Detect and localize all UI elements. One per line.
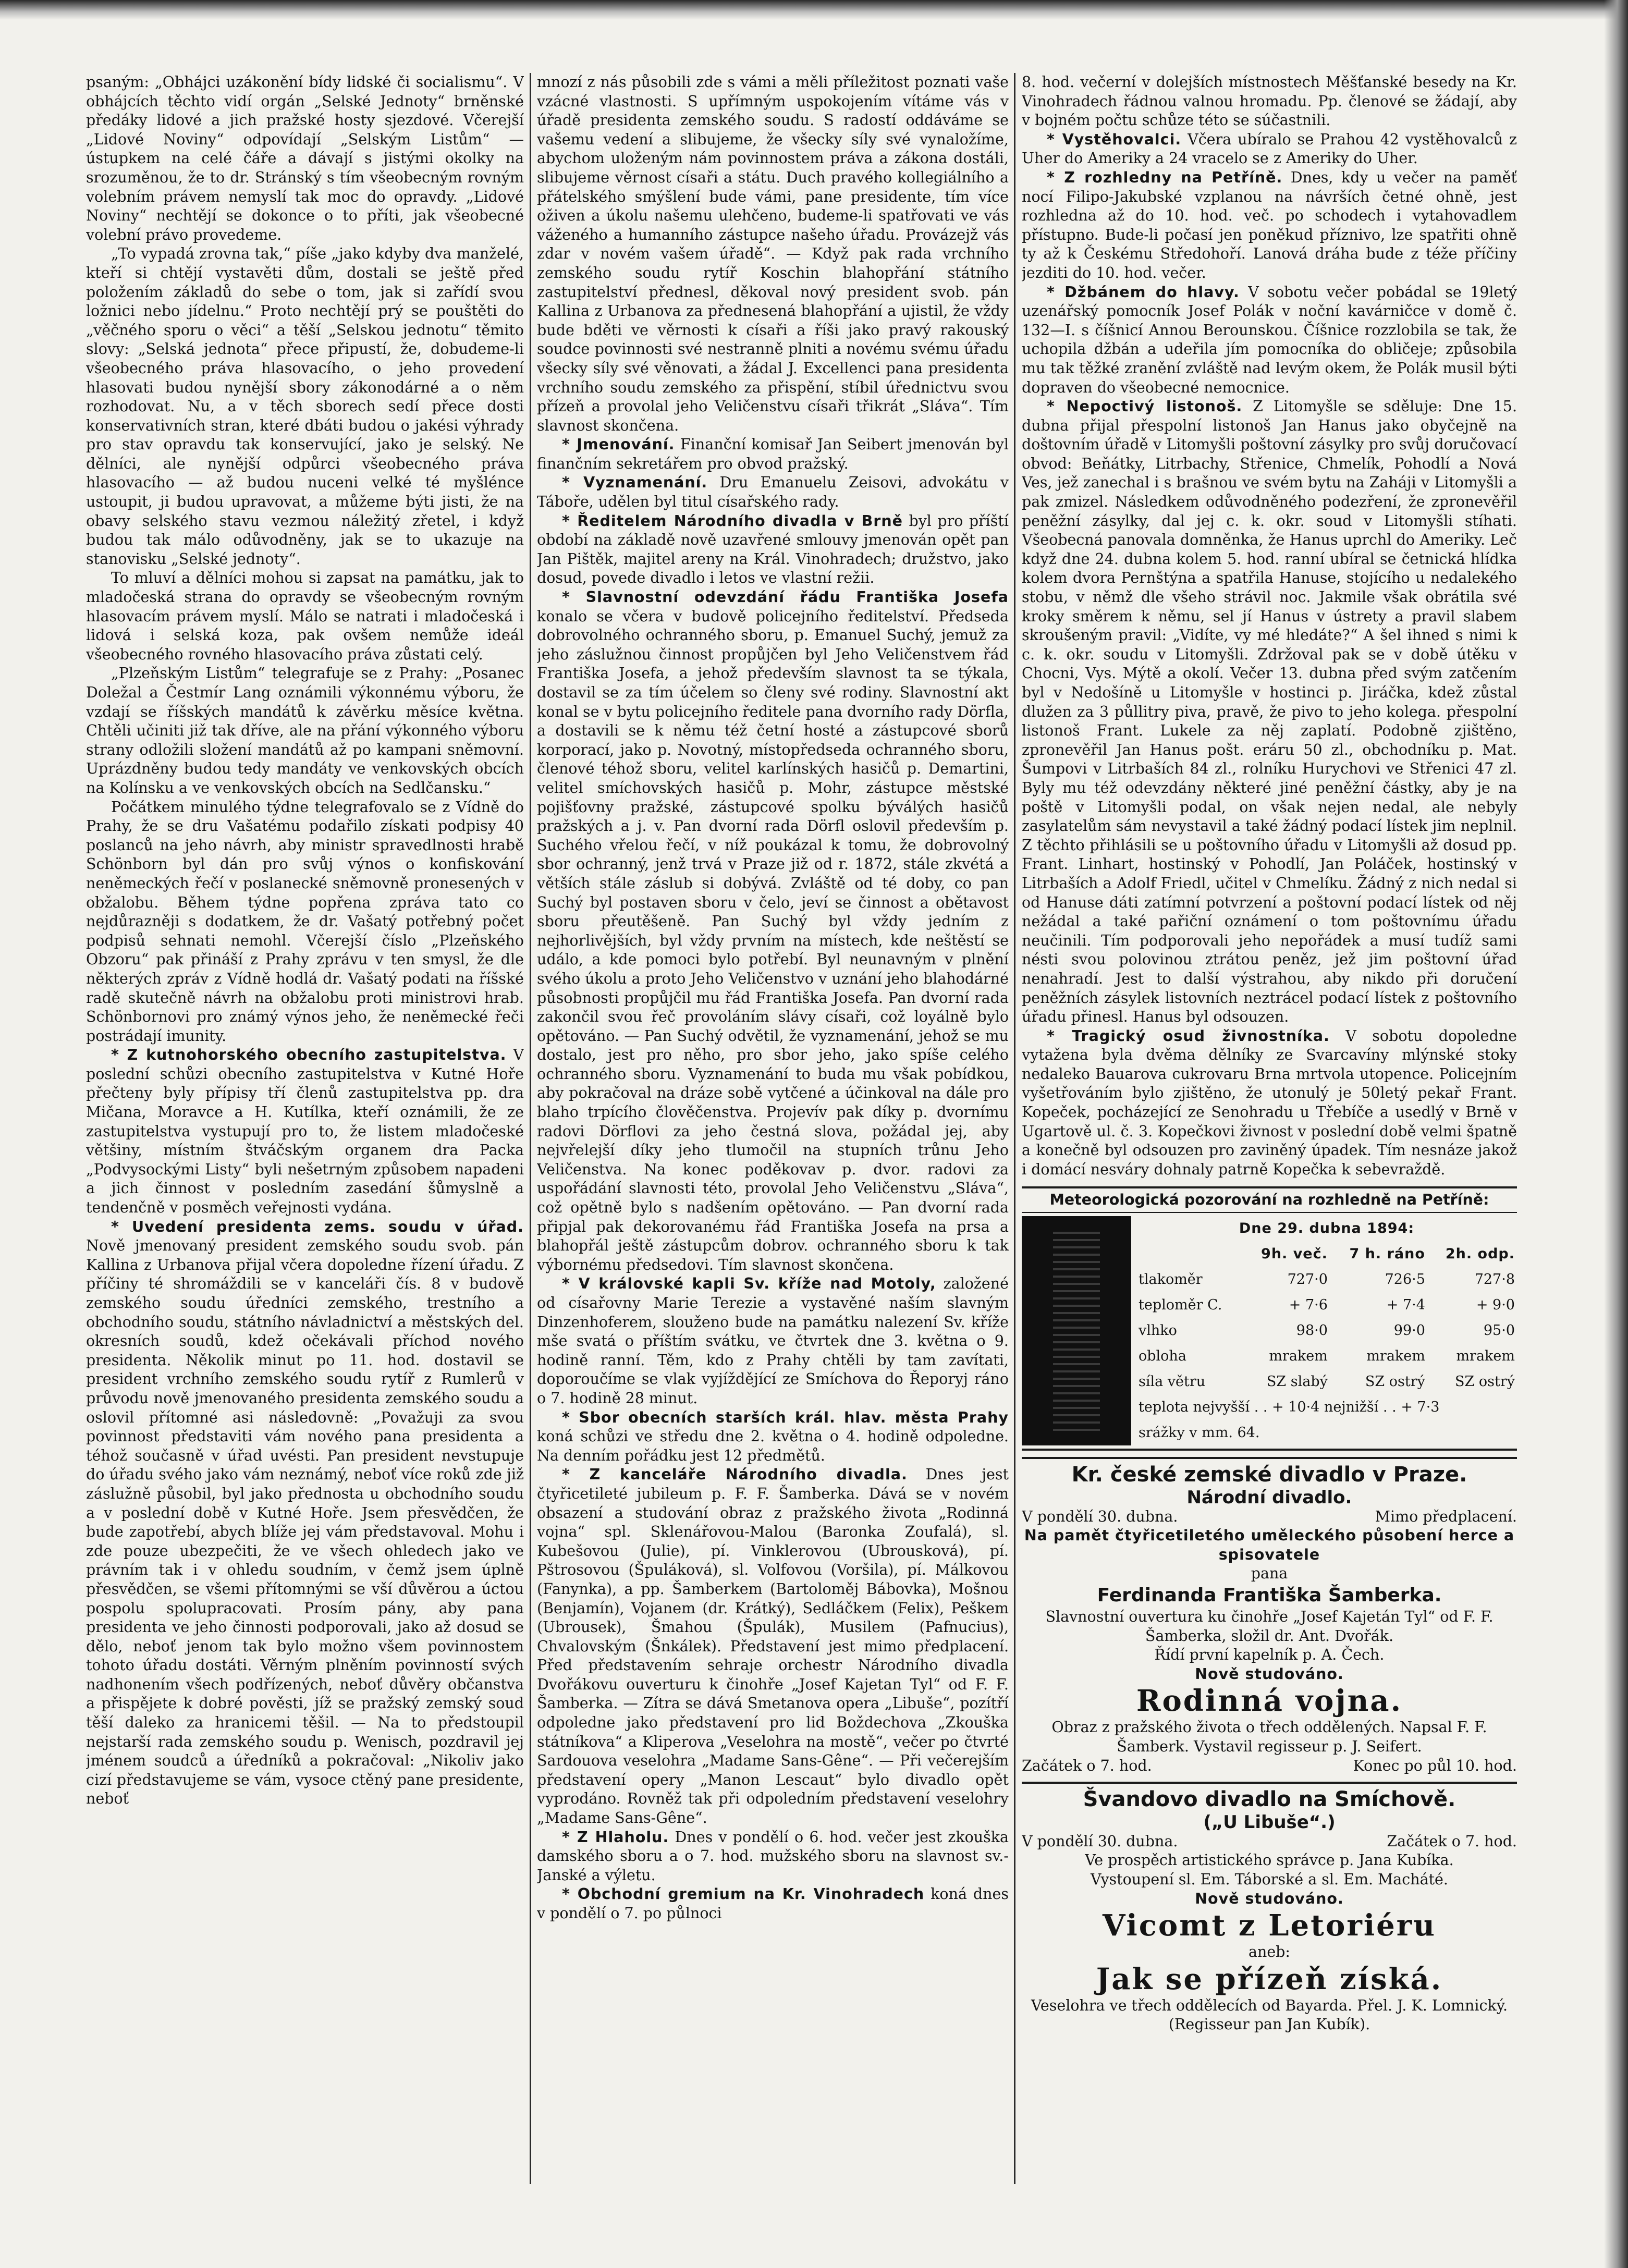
programme-line: Na pamět čtyřicetiletého uměleckého působení herce a spisovatele: [1024, 1527, 1515, 1563]
news-text: Včera ubíralo se Prahou 42 vystěhovalců z Uher do Ameriky a 24 vracelo se z Ameriky do Uher.: [1022, 130, 1517, 167]
theatre-name: Kr. české zemské divadlo v Praze.: [1022, 1457, 1517, 1488]
meteo-col-header: 9h. več.: [1261, 1246, 1328, 1262]
column-rule-2: [1014, 73, 1015, 2184]
programme-line: Obraz z pražského života o třech oddělených. Napsal F. F. Šamberk. Vystavil regisseur p. J. Seifert.: [1051, 1719, 1487, 1755]
programme-line: Veselohra ve třech oddělecích od Bayarda. Přel. J. K. Lomnický. (Regisseur pan Jan Kubík).: [1031, 1996, 1508, 2033]
news-headline: * Jmenování.: [562, 436, 675, 453]
news-text: koná dnes v pondělí o 7. po půlnoci: [537, 1885, 1009, 1922]
article-text: „To vypadá zrovna tak,“ píše „jako kdyby dva manželé, kteří si chtějí vystavěti dům, dostali se ještě před položením základů do sebe o tom, jak si zařídí svou ložnici nebo jídelnu.“ Proto nechtějí prý se pouštěti do „věčného sporu o věci“ a těší „Selskou jednotu“ těmito slovy: „Selská jednota“ přece připustí, že, dobudeme-li všeobecného práva hlasovacího, o jeho provedení hlasovati budou nynější sbory zákonodárné a o něm rozhodovat. Nu, a v těch sborech sedí přece dosti konservativních stran, které dbáti budou o jakési výhrady pro stav opravdu tak konservující, jako je selský. Ne dělníci, ale nynější odpůrci všeobecného práva hlasovacího — až budou nuceni velké té myšlénce ustoupit, ji budou upravovat, a můžeme býti jisti, že na obavy selského stavu vezmou náležitý zřetel, i když budou tak málo odůvodněny, jak se to ukazuje na stanovisku „Selské jednoty“.: [86, 245, 524, 568]
news-headline: * Tragický osud živnostníka.: [1047, 1027, 1330, 1045]
news-text: V sobotu večer pobádal se 19letý uzenářský pomocník Josef Polák v noční kavárničce v domě č. 132—I. s číšnicí Annou Berounskou. Číšnice rozzlobila se tak, že uchopila džbán a udeřila jím pomocníka do obličeje; způsobila mu tak těžké zranění zvláště nad levým okem, že Polák musil býti dopraven do všeobecné nemocnice.: [1022, 283, 1517, 396]
article-text: mnozí z nás působili zde s vámi a měli příležitost poznati vaše vzácné vlastnosti. S upřímným uspokojením vítáme vás v úřadě presidenta zemského soudu. S radostí oddáváme se vašemu vedení a slibujeme, že všecky síly své vynaložíme, abychom uloženým nám povinnostem práva a zákona dostáli, slibujeme věrnost císaři a státu. Duch pravého kollegiálního a přátelského smýšlení bude vámi, pane presidente, tím více oživen a úkolu našemu ulehčeno, budeme-li spatřovati ve vás váženého a humanního zástupce našeho úřadu. Provázejž vás zdar v novém vašem úřadě“. — Když pak rada vrchního zemského soudu rytíř Koschin blahopřání státního zastupitelství přednesl, děkoval nový president svob. pán Kallina z Urbanova za přednesená blahopřání a ujistil, že vždy bude bděti ve věrnosti k císaři a říši jako pravý rakouský soudce povinnosti své nestranně plniti a novému svému úřadu všecky síly své věnovati, a žádal J. Excellenci pana presidenta vrchního soudu zemského za přispění, stíbil úřednictvu svou přízeň a provolal jeho Veličenstvu císaři třikrát „Sláva“. Tím slavnost skončena.: [537, 73, 1009, 434]
news-item: [1022, 397, 1517, 1027]
news-text: V sobotu dopoledne vytažena byla dvěma dělníky ze Svarcavíny mlýnské stoky nedaleko Bauarova cukrovaru Brna mrtvola utopence. Policejním vyšetřováním bylo zjištěno, že utonulý je 50letý pekař Frant. Kopeček, pocházející ze Senohradu u Třebíče a usedlý v Brně v Ugartově ul. č. 3. Kopečkovi živnost v poslední době velmi špatně a konečně byl odsouzen pro zaviněný úpadek. Tím nesnáze jakož i domácí nesváry dohnaly patrně Kopečka k sebevraždě.: [1022, 1027, 1517, 1178]
news-text: Dnes, kdy u večer na paměť nocí Filipo-Jakubské vzplanou na návrších četné ohně, jest rozhledna až do 10. hod. več. po schodech i vytahovadlem přístupno. Bude-li počasí jen poněkud příznivo, lze spatřiti ohně ty až k Českému Středohoří. Lanová dráha bude z téže příčiny jezditi do 10. hod. večer.: [1022, 168, 1517, 281]
news-headline: * Z Hlaholu.: [562, 1828, 669, 1846]
end-time: Konec po půl 10. hod.: [1353, 1757, 1517, 1774]
column-1: [86, 73, 524, 2179]
performance-times: [1022, 1757, 1517, 1776]
performance-date-row: [1022, 1507, 1517, 1527]
news-item: [537, 473, 1009, 511]
news-headline: * Džbánem do hlavy.: [1047, 283, 1240, 301]
news-headline: * Z kutnohorského obecního zastupitelstva.: [111, 1046, 507, 1064]
news-headline: * Z rozhledny na Petříně.: [1047, 168, 1283, 186]
play-title: Rodinná vojna.: [1136, 1684, 1403, 1719]
programme-line: Nově studováno.: [1195, 1665, 1344, 1683]
divider: [1022, 1449, 1517, 1451]
article-text: „Plzeňským Listům“ telegrafuje se z Prahy: „Posanec Doležal a Čestmír Lang oznámili výkonnému výboru, že vzdají se říšských mandátů k závěrku měsíce května. Chtěli učiniti již tak dříve, ale na přání výkonného výboru strany odložili složení mandátů až po kampani sněmovní. Uprázdněny budou tedy mandáty ve venkovských obcích na Kolínsku a ve venkovských obcích na Sedlčansku.“: [86, 665, 524, 796]
news-text: Finanční komisař Jan Seibert jmenován byl finančním sekretářem pro obvod pražský.: [537, 436, 1009, 472]
news-item: [537, 512, 1009, 588]
news-headline: * Obchodní gremium na Kr. Vinohradech: [562, 1885, 925, 1903]
programme-line: Vystoupení sl. Em. Táborské a sl. Em. Macháté.: [1091, 1870, 1448, 1888]
news-headline: * Uvedení presidenta zems. soudu v úřad.: [111, 1218, 524, 1235]
news-item: [537, 1274, 1009, 1408]
news-headline: * Vystěhovalci.: [1047, 130, 1182, 148]
start-time: Začátek o 7. hod.: [1387, 1832, 1517, 1850]
news-item: [537, 1465, 1009, 1828]
news-headline: * V královské kapli Sv. kříže nad Motoly,: [562, 1275, 936, 1293]
column-2: [537, 73, 1009, 2179]
news-item: [537, 1408, 1009, 1466]
table-row: obloha mrakem mrakem mrakem: [1139, 1347, 1515, 1364]
news-headline: * Vyznamenání.: [562, 474, 708, 492]
scan-edge-top: [0, 0, 1628, 20]
article-text: 8. hod. večerní v dolejších místnostech Měšťanské besedy na Kr. Vinohradech řádnou valnou hromadu. Pp. členové se žádají, aby v bojném počtu schůze této se súčastnili.: [1022, 73, 1517, 129]
news-text: byl pro příští období na základě nově uzavřené smlouvy jmenován opět pan Jan Pištěk, majitel areny na Král. Vinohradech; družstvo, jako dosud, povede divadlo i letos ve vlastní režii.: [537, 512, 1009, 587]
news-item: [1022, 283, 1517, 398]
programme-line: Slavnostní ouvertura ku činohře „Josef Kajetán Tyl“ od F. F. Šamberka, složil dr. Ant. Dvořák.: [1045, 1608, 1494, 1645]
performance-date: V pondělí 30. dubna.: [1022, 1507, 1178, 1525]
scan-edge-right: [1604, 0, 1628, 2268]
subscription-note: Mimo předplacení.: [1375, 1507, 1517, 1525]
news-item: [537, 435, 1009, 473]
article-text: Počátkem minulého týdne telegrafovalo se z Vídně do Prahy, že se dru Vašatému podařilo získati podpisy 40 poslanců na jeho návrh, aby ministr spravedlnosti hrabě Schönborn byl dán pro svůj výnos o konfiskování neněmeckých řečí v poslanecké sněmovně pronesených v obžalobu. Během týdne popřena zpráva tato co nejdůrazněji s dodatkem, že dr. Vašatý potřebný počet podpisů sehnati nemohl. Včerejší číslo „Plzeňského Obzoru“ pak přináší z Prahy zprávu v ten smysl, že dle některých zpráv z Vídně hodlá dr. Vašatý podati na říšské radě skutečně návrh na obžalobu proti ministrovi hrab. Schönbornovi pro známý výnos jeho, že neněmecké řeči postrádají imunity.: [86, 798, 524, 1045]
news-text: Dnes v pondělí o 6. hod. večer jest zkouška damského sboru a o 7. hod. mužského sboru na slavnost sv.-Janské a výletu.: [537, 1828, 1009, 1884]
news-headline: * Ředitelem Národního divadla v Brně: [562, 512, 903, 530]
play-subtitle: Jak se přízeň získá.: [1096, 1961, 1443, 1996]
news-item: [1022, 1027, 1517, 1180]
theatre-subtitle: Národní divadlo.: [1186, 1487, 1352, 1509]
meteo-box: [1022, 1216, 1517, 1445]
news-headline: * Sbor obecních starších král. hlav. města Prahy: [562, 1408, 1009, 1426]
news-text: Z Litomyšle se sděluje: Dne 15. dubna přijal přespolní listonoš Jan Hanus jako obyčejně na doštovním úřadě v Litomyšli poštovní zásylky pro svůj doručovací obvod: Beňátky, Litrbachy, Střenice, Chmelík, Pohodlí a Nová Ves, jež zanechal i s brašnou ve svém bytu na Zaháji v Litomyšli a pak zmizel. Následkem odůvodněného podezření, že zpronevěřil peněžní zásylky, dal jej c. k. okr. soud v Litomyšli stíhati. Všeobecná panovala domněnka, že Hanus uprchl do Ameriky. Leč když dne 24. dubna kolem 5. hod. ranní ubíral se četnická hlídka kolem dvora Pernštýna a spatřila Hanuse, stojícího u nedalekého stobu, v němž dle všeho strávil noc. Jakmile však obrátila své kroky směrem k němu, sel jí Hanus v ústrety a pravil slabem skroušeným pravil: „Vidíte, vy mé hledáte?“ A šel ihned s nimi k c. k. okr. soudu v Litomyšli. Zdržoval pak se v době útěku v Chocni, Vys. Mýtě a okolí. Večer 13. dubna před svým zatčením byl v Nedošíně u Litomyšle v hostinci p. Jiráčka, kdež zůstal dlužen za 3 půllitry piva, pravě, že pivo to jeho kolega. přespolní listonoš Frant. Lukele za něj zaplatí. Podobně zjištěno, zpronevěřil Jan Hanus pošt. eráru 50 zl., obchodníku p. Mat. Šumpovi v Litrbaších 84 zl., rolníku Hurychovi ve Střenici 47 zl. Byly mu též odevzdány některé jiné peněžní částky, aby je na poště v Litomyšli podal, on však nejen nedal, ale nebyly zasylatelům sám nevystavil a také žádný podací lístek jim neplnil. Z těchto přihlásili se u poštovního úřadu v Litomyšli až dosud pp. Frant. Linhart, hostinský v Pohodlí, Jan Poláček, hostinský v Litrbaších a Adolf Friedl, učitel v Chmelíku. Žádný z nich nedal si od Hanuse dáti zatímní potvrzení a poštovní podací lístek od něj nežádal a také pařiční oznámení o tom poštovnímu úřadu neučinili. Tím podporovali jeho nepořádek a musí tudíž sami nésti svou polovinou ztrátou peněz, jež jim poštovní úřad nenahradí. Jest to další výstrahou, aby nikdo při doručení peněžních zásylek listovních neztrácel podací lístek z poštovního úřadu přinesl. Hanus byl odsouzen.: [1022, 398, 1517, 1026]
news-item: [537, 1885, 1009, 1923]
news-headline: * Z kanceláře Národního divadla.: [562, 1466, 908, 1484]
meteo-date: Dne 29. dubna 1894:: [1239, 1220, 1415, 1237]
petrin-tower-illustration: [1022, 1216, 1131, 1445]
programme-line: aneb:: [1248, 1943, 1291, 1961]
theatre-name: Švandovo divadlo na Smíchově.: [1022, 1782, 1517, 1813]
news-text: Dnes jest čtyřicetileté jubileum p. F. F. Šamberka. Dává se v novém obsazení a studování obraz z pražského života „Rodinná vojna“ spl. Sklenářovou-Malou (Baronka Zoufalá), sl. Kubešovou (Julie), pí. Vinklerovou (Ubrousková), pí. Pštrosovou (Špuláková), sl. Volfovou (Voršila), pí. Málkovou (Fanynka), a pp. Šamberkem (Bartoloměj Bábovka), Mošnou (Benjamín), Vojanem (dr. Krátký), Sedláčkem (Felix), Peškem (Ubrousek), Šmahou (Špulák), Musilem (Pafnucius), Chvalovským (Šnkálek). Představení jest mimo předplacení. Před představením sehraje orchestr Národního divadla Dvořákovu ouverturu k činohře „Josef Kajetan Tyl“ od F. F. Šamberka. — Zítra se dává Smetanova opera „Libuše“, pozítří odpoledne jako představení pro lid Boždechova „Zkouška státníkova“ a Kliperova „Veselohra na mostě“, večer po čtvrté Sardouova veselohra „Madame Sans-Gêne“. — Při večerejším představení opery „Manon Lescaut“ bylo divadlo opět vyprodáno. Rovněž tak při odpoledním představení veselohry „Madame Sans-Gêne“.: [537, 1466, 1009, 1827]
news-text: Dru Emanuelu Zeisovi, advokátu v Táboře, udělen byl titul císařského rady.: [537, 474, 1009, 511]
programme-line: pana: [1251, 1565, 1288, 1583]
column-3: [1022, 73, 1517, 2200]
news-text: koná schůzi ve středu dne 2. května o 4. hodině odpoledne. Na denním pořádku jest 12 předmětů.: [537, 1428, 1009, 1464]
table-row: teploměr C. + 7·6 + 7·4 + 9·0: [1139, 1297, 1515, 1314]
news-text: konalo se včera v budově policejního ředitelství. Předseda dobrovolného ochranného sboru, p. Emanuel Suchý, jemuž za jeho záslužnou činnost propůjčen byl Jeho Veličenstvem řád Františka Josefa, a jehož především slavnost ta se týkala, dostavil se za tím účelem so členy své rodiny. Slavnostní akt konal se v bytu policejního ředitele pana dvorního rady Dörfla, a dostavili se k němu též četní hosté a zástupcové sborů korporací, jako p. Novotný, místopředseda ochranného sboru, členové téhož sboru, velitel karlínských hasičů p. Demartini, velitel smíchovských hasičů p. Mohr, zástupce městské pojišťovny pražské, zástupcové spolku býválých hasičů pražských a j. v. Pan dvorní rada Dörfl oslovil především p. Suchého vřelou řečí, v níž poukázal k tomu, že dobrovolný sbor ochranný, jenž trvá v Praze již od r. 1872, stále zkvétá a větších stále záslub si dobývá. Zvláště od té doby, co pan Suchý byl postaven sboru v čelo, jeví se činnost a obětavost sboru přeutěšeně. Pan Suchý byl vždy jedním z nejhorlivějších, byl vždy prvním na místech, kde neštěstí se událo, a kde pomoci bylo potřebí. Byl neunavným v plnění svého úkolu a proto Jeho Veličenstvo v uznání jeho blahodárné působnosti propůjčil mu řád Františka Josefa. Pan dvorní rada zakončil svou řeč provoláním slávy císaři, což loyálně bylo opětováno. — Pan Suchý odvětil, že vyznamenání, jehož se mu dostalo, jest pro něho, pro sbor jeho, jako spíše celého ochranného sboru. Vyznamenání to buda mu však pobídkou, aby pokračoval na dráze sobě vytčené a účinkoval na dále pro blaho trpícího člověčenstva. Projevív pak díky p. dvornímu radovi Dörflovi za jeho čestná slova, požádal jej, aby nejvřelejší díky jeho tlumočil na stupních trůnu Jeho Veličenstva. Na konec poděkovav p. dvor. radovi za uspořádání slavnosti této, provolal Jeho Veličenstvu „Sláva“, což opětně bylo s nadšením opětováno. — Pan dvorní rada připjal pak dekorovanému řád Františka Josefa na prsa a blahopřál ještě zástupcům dobrov. ochranného sboru k tak výbornému předsedovi. Tím slavnost skončena.: [537, 607, 1009, 1273]
news-headline: * Nepoctivý listonoš.: [1047, 398, 1243, 415]
programme-line: Nově studováno.: [1195, 1890, 1344, 1907]
table-row: vlhko 98·0 99·0 95·0: [1139, 1322, 1515, 1339]
meteo-rain: srážky v mm. 64.: [1139, 1424, 1260, 1441]
article-text: psaným: „Obhájci uzákonění bídy lidské či socialismu“. V obhájcích těchto vidí orgán „Selské Jednoty“ brněnské předáky lidové a jich pražské hosty sjezdové. Včerejší „Lidové Noviny“ odpovídají „Selským Listům“ — ústupkem na celé čáře a dávají s jistými okolky na srozuměnou, že to dr. Stránský s tím všeobecným rovným volebním právem nemyslí tak moc do opravdy. „Lidové Noviny“ nechtějí se dokonce o to příti, jak všeobecné volební právo provedeme.: [86, 73, 524, 243]
meteo-table: [1136, 1216, 1517, 1445]
news-item: [1022, 168, 1517, 283]
table-row: tlakoměr 727·0 726·5 727·8: [1139, 1271, 1515, 1288]
column-rule-1: [530, 73, 531, 2184]
news-item: [1022, 130, 1517, 168]
meteo-temperature: teplota nejvyšší . . + 10·4 nejnižší . . + 7·3: [1139, 1399, 1440, 1415]
meteo-title: Meteorologická pozorování na rozhledně na Petříně:: [1022, 1186, 1517, 1213]
news-text: V poslední schůzi obecního zastupitelstva v Kutné Hoře přečteny byly přípisy tří členů zastupitelstva pp. dra Mičana, Moravce a H. Kutílka, kteří oznámili, že ze zastupitelstva vystupují pro to, že listem mladočeské většiny, místním štváčským organem dra Packa „Podvysockými Listy“ byli nešetrným způsobem napadeni a jich činnost v posledním zasedání šůmyslně a tendenčně v posměch veřejnosti vydána.: [86, 1046, 524, 1217]
programme-line: Řídí první kapelník p. A. Čech.: [1154, 1646, 1385, 1664]
programme-line: Ve prospěch artistického správce p. Jana Kubíka.: [1085, 1852, 1454, 1869]
news-headline: * Slavnostní odevzdání řádu Františka Josefa: [562, 589, 1009, 606]
meteo-col-header: 2h. odp.: [1445, 1246, 1515, 1262]
theatre-subtitle: („U Libuše“.): [1203, 1812, 1336, 1833]
news-item: [86, 1046, 524, 1217]
play-title: Vicomt z Letoriéru: [1103, 1908, 1436, 1943]
news-item: [86, 1218, 524, 1809]
news-item: [537, 588, 1009, 1274]
performance-date-row: [1022, 1832, 1517, 1852]
start-time: Začátek o 7. hod.: [1022, 1757, 1152, 1774]
meteo-col-header: 7 h. ráno: [1349, 1246, 1425, 1262]
performance-date: V pondělí 30. dubna.: [1022, 1832, 1178, 1850]
news-text: Nově jmenovaný president zemského soudu svob. pán Kallina z Urbanova přijal včera dopoledne řízení úřadu. Z příčiny té shromáždili se v kanceláři čís. 8 v budově zemského soudu úředníci zemského, trestního a obchodního soudu, státního návladnictví a městských del. okresních soudů, kdež očekávali příchod nového presidenta. Několik minut po 11. hod. dostavil se president vrchního zemského soudu rytíř z Rumlerů v průvodu nově jmenovaného presidenta zemského soudu a oslovil přítomné asi následovně: „Považuji za svou povinnost představiti vám nového pana presidenta a téhož současně v úřad uvésti. Pan president nevstupuje do úřadu svého jako vám neznámý, neboť více roků zde již záslužně působil, byl jako přednosta u obchodního soudu a v poslední době v Kutné Hoře. Jsem přesvědčen, že bude zapotřebí, abych blíže jej vám představoval. Mohu i zde pouze ubezpečiti, že ve všech ohledech jako ve právním tak i v ohledu soudním, v čemž jsem úplně přesvědčen, se všemi přítomnými se vší důvěrou a úctou pospolu spolupracovati. Prosím pány, aby pana presidenta ve jeho činnosti podporovali, jako až dosud se dělo, neboť jenom tak bylo možno všem povinnostem tohoto úřadu dostáti. Věrným plněním povinností svých nadhonením všech podřízených, neboť důvěry občanstva a přispějete k dobré pověsti, jíž se pražský zemský soud těší daleko za hranicemi těšil. — Na to předstoupil nejstarší rada zemského soudu p. Wenisch, pozdravil jej jménem soudců a úředníků a pokračoval: „Nikoliv jako cizí představujeme se vám, vysoce ctěný pane presidente, neboť: [86, 1237, 524, 1808]
news-item: [537, 1828, 1009, 1885]
honoree-name: Ferdinanda Františka Šamberka.: [1097, 1585, 1442, 1606]
table-row: síla větru SZ slabý SZ ostrý SZ ostrý: [1139, 1373, 1515, 1390]
news-text: založené od císařovny Marie Terezie a vystavěné naším slavným Dinzenhoferem, slouženo bude na památku nalezení Sv. kříže mše svatá o příštím svátku, ve čtvrtek dne 3. května o 9. hodině ranní. Těm, kdo z Prahy chtěli by tam zavítati, doporoučíme se vlak vyjíždějící ze Smíchova do Řeporyj ráno o 7. hodině 28 minut.: [537, 1275, 1009, 1407]
article-text: To mluví a dělníci mohou si zapsat na památku, jak to mladočeská strana do opravdy se všeobecným rovným hlasovacím právem myslí. Málo se natrati i mladočeská i lidová i selská koza, pak ovšem nemůže ideál všeobecného rovného hlasovacího práva zůstati celý.: [86, 569, 524, 663]
